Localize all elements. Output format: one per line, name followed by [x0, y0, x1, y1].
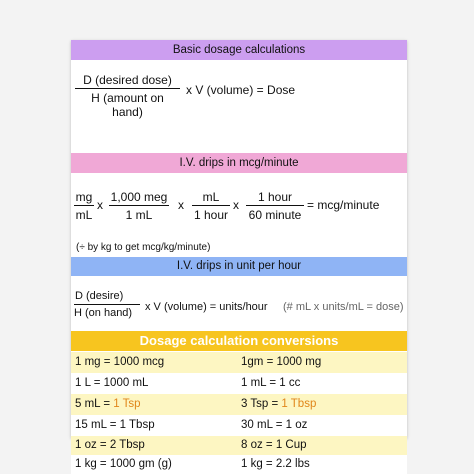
- conversion-row: [71, 455, 407, 474]
- iv-mcg-note: (÷ by kg to get mcg/kg/minute): [76, 242, 211, 253]
- iv-mcg-fraction-1: [74, 190, 94, 222]
- iv-mcg-f1-den: mL: [75, 208, 93, 222]
- iv-mcg-f4-den: 60 minute: [248, 208, 302, 222]
- iv-mcg-result: = mcg/minute: [307, 198, 380, 212]
- basic-dose-fraction: [75, 73, 180, 119]
- conversion-right: 1 mL = 1 cc: [241, 377, 301, 389]
- conversion-row: [71, 415, 407, 436]
- iv-mcg-fraction-4: [246, 190, 304, 222]
- iv-mcg-f2-num: 1,000 meg: [110, 190, 168, 204]
- iv-mcg-f2-den: 1 mL: [125, 208, 153, 222]
- iv-mcg-times-2: x: [178, 198, 184, 212]
- iv-unit-numerator: D (desire): [74, 290, 140, 305]
- conversion-row: [71, 373, 407, 394]
- conversion-left: 1 kg = 1000 gm (g): [75, 458, 172, 470]
- iv-mcg-f3-den: 1 hour: [193, 208, 229, 222]
- iv-unit-note: (# mL x units/mL = dose): [283, 301, 404, 313]
- conversion-right: 30 mL = 1 oz: [241, 419, 308, 431]
- conversion-right: 1gm = 1000 mg: [241, 356, 322, 368]
- conversion-right: 3 Tsp = 1 Tbsp: [241, 398, 317, 410]
- conversion-row: [71, 436, 407, 455]
- conversion-left: 1 mg = 1000 mcg: [75, 356, 165, 368]
- conversion-right: 1 kg = 2.2 lbs: [241, 458, 310, 470]
- iv-mcg-f1-num: mg: [75, 190, 93, 204]
- iv-unit-denominator: H (on hand): [74, 307, 133, 319]
- iv-mcg-times-3: x: [233, 198, 239, 212]
- conversions-header: Dosage calculation conversions: [71, 331, 407, 351]
- conversion-left: 1 L = 1000 mL: [75, 377, 149, 389]
- conversion-row: [71, 352, 407, 373]
- iv-unit-formula-rest: x V (volume) = units/hour: [145, 301, 268, 313]
- basic-dosage-header: Basic dosage calculations: [71, 40, 407, 60]
- dosage-cheat-sheet: [71, 40, 407, 438]
- conversion-left: 1 oz = 2 Tbsp: [75, 439, 145, 451]
- iv-mcg-fraction-2: [109, 190, 169, 222]
- basic-numerator: D (desired dose): [75, 73, 180, 89]
- iv-mcg-f3-num: mL: [192, 190, 230, 206]
- iv-mcg-header: I.V. drips in mcg/minute: [71, 153, 407, 173]
- iv-unit-fraction: [74, 290, 140, 320]
- iv-mcg-times-1: x: [97, 198, 103, 212]
- iv-mcg-f4-num: 1 hour: [246, 190, 304, 206]
- conversion-left: 15 mL = 1 Tbsp: [75, 419, 155, 431]
- iv-unit-header: I.V. drips in unit per hour: [71, 257, 407, 276]
- conversion-row: [71, 394, 407, 415]
- basic-formula-rest: x V (volume) = Dose: [186, 83, 296, 97]
- conversion-right: 8 oz = 1 Cup: [241, 439, 307, 451]
- iv-mcg-fraction-3: [192, 190, 230, 222]
- basic-denominator: H (amount on hand): [91, 91, 164, 119]
- conversion-left: 5 mL = 1 Tsp: [75, 398, 141, 410]
